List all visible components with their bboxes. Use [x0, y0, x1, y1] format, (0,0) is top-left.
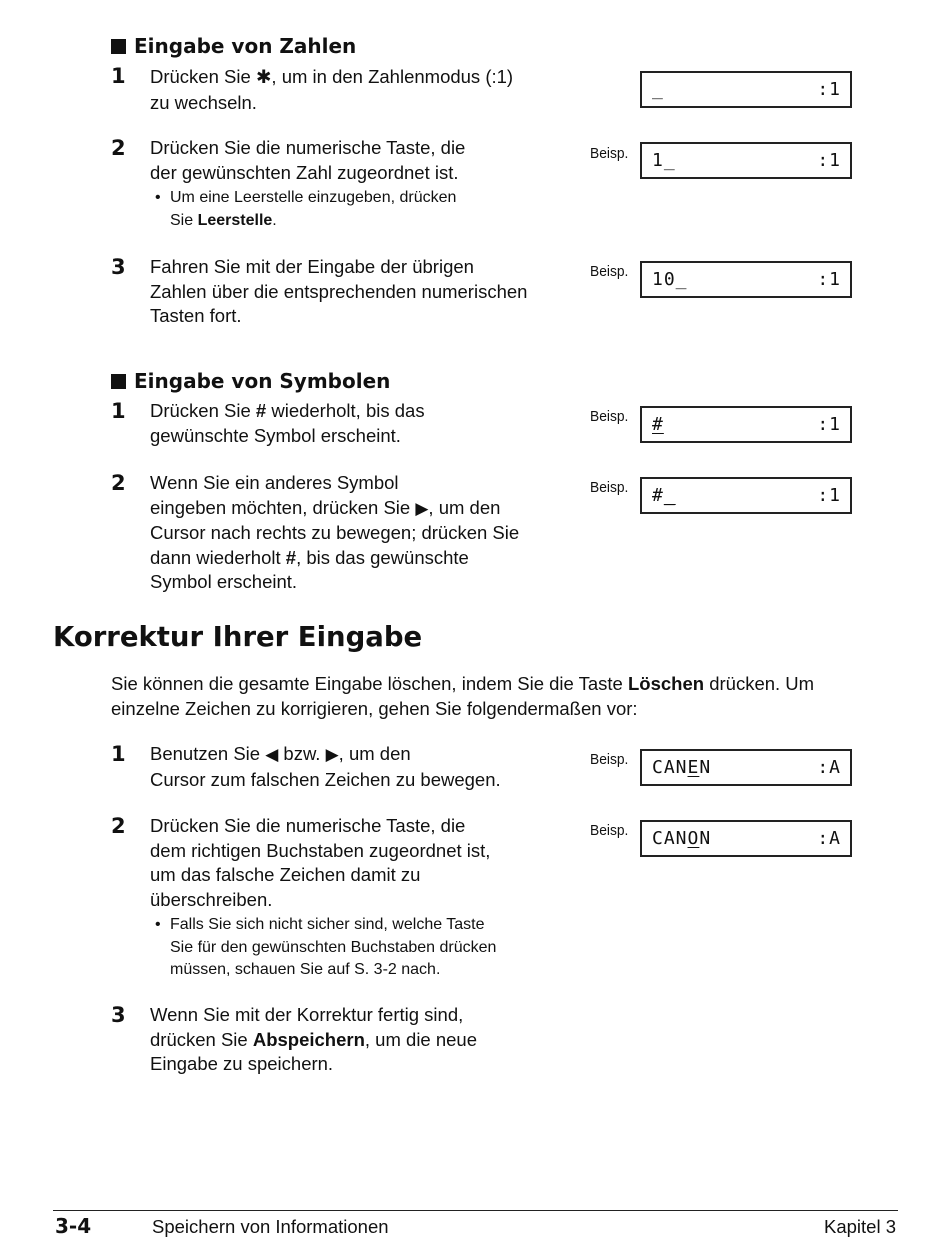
page-heading: Korrektur Ihrer Eingabe [53, 621, 423, 653]
lcd-display: 10_ :1 [640, 261, 852, 298]
lcd-display: _ :1 [640, 71, 852, 108]
bullet-note: • Falls Sie sich nicht sicher sind, welche Taste Sie für den gewünschten Buchstaben drücken müssen, schauen Sie auf S. 3-2 nach. [155, 916, 497, 978]
footer-title: Speichern von Informationen [152, 1216, 389, 1237]
star-key-icon: ✱ [255, 67, 272, 88]
arrow-right-icon: ▶ [415, 498, 429, 518]
footer-rule [53, 1210, 898, 1211]
example-label: Beisp. [590, 822, 629, 839]
step-number: 1 [111, 742, 126, 766]
lcd-display: CANON :A [640, 820, 852, 857]
lcd-display: #_ :1 [640, 477, 852, 514]
square-bullet-icon [111, 374, 126, 389]
example-label: Beisp. [590, 263, 629, 280]
section-heading-symbols: Eingabe von Symbolen [111, 369, 390, 393]
step-number: 3 [111, 1003, 126, 1027]
step-text: Drücken Sie ✱, um in den Zahlenmodus (:1) zu wechseln. [150, 66, 514, 113]
page-number: 3-4 [55, 1214, 92, 1238]
step-text: Drücken Sie die numerische Taste, die dem richtigen Buchstaben zugeordnet ist, um das falsche Zeichen damit zu überschreiben. • Falls Sie sich nicht sicher sind, welche Taste Sie für den gewünschten Buchstaben drücken müssen, schauen Sie auf S. 3-2 nach. [150, 814, 580, 982]
footer-chapter: Kapitel 3 [824, 1216, 896, 1237]
step-text: Drücken Sie # wiederholt, bis das gewünschte Symbol erscheint. [150, 400, 425, 446]
lcd-display: 1_ :1 [640, 142, 852, 179]
bullet-note: • Um eine Leerstelle einzugeben, drücken Sie Leerstelle. [155, 189, 457, 229]
step-number: 1 [111, 399, 126, 423]
step-number: 3 [111, 255, 126, 279]
example-label: Beisp. [590, 145, 629, 162]
step-text: Drücken Sie die numerische Taste, die der gewünschten Zahl zugeordnet ist. • Um eine Leerstelle einzugeben, drücken Sie Leerstelle. [150, 136, 570, 232]
intro-paragraph: Sie können die gesamte Eingabe löschen, indem Sie die Taste Löschen drücken. Um einzelne Zeichen zu korrigieren, gehen Sie folgendermaßen vor: [111, 673, 815, 719]
lcd-display: # :1 [640, 406, 852, 443]
step-text: Wenn Sie ein anderes Symbol eingeben möchten, drücken Sie ▶, um den Cursor nach rechts zu bewegen; drücken Sie dann wiederholt #, bis das gewünschte Symbol erscheint. [150, 472, 520, 592]
step-number: 2 [111, 471, 126, 495]
lcd-display: CANEN :A [640, 749, 852, 786]
step-text: Benutzen Sie ◀ bzw. ▶, um den Cursor zum falschen Zeichen zu bewegen. [150, 743, 501, 790]
arrow-left-icon: ◀ [265, 745, 279, 764]
example-label: Beisp. [590, 408, 629, 425]
step-number: 2 [111, 814, 126, 838]
step-number: 2 [111, 136, 126, 160]
step-text: Wenn Sie mit der Korrektur fertig sind, drücken Sie Abspeichern, um die neue Eingabe zu speichern. [150, 1004, 478, 1074]
example-label: Beisp. [590, 751, 629, 768]
step-number: 1 [111, 64, 126, 88]
arrow-right-icon: ▶ [325, 745, 339, 764]
square-bullet-icon [111, 39, 126, 54]
example-label: Beisp. [590, 479, 629, 496]
step-text: Fahren Sie mit der Eingabe der übrigen Zahlen über die entsprechenden numerischen Tasten fort. [150, 256, 528, 326]
section-heading-numbers: Eingabe von Zahlen [111, 34, 356, 58]
